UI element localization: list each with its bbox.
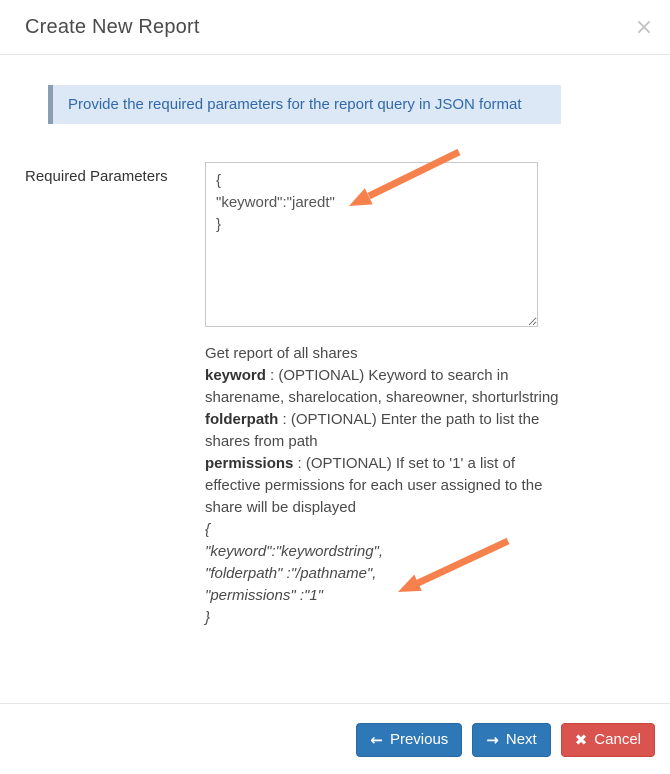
required-parameters-label: Required Parameters xyxy=(25,168,168,185)
x-icon: ✖ xyxy=(574,731,588,749)
parameters-textarea[interactable] xyxy=(205,162,538,327)
next-button-label: Next xyxy=(505,731,537,748)
previous-button[interactable] xyxy=(356,723,462,757)
example-json-line: } xyxy=(205,609,211,626)
cancel-button-label: Cancel xyxy=(594,731,641,748)
help-param-keyword: keyword : (OPTIONAL) Keyword to search in sharename, sharelocation, shareowner, shorturlstring xyxy=(205,367,559,406)
required-parameters-row xyxy=(25,162,645,327)
example-json-line: "keyword":"keywordstring", xyxy=(205,543,384,560)
help-param-permissions: permissions : (OPTIONAL) If set to '1' a list of effective permissions for each user assigned to the share will be displayed xyxy=(205,455,543,516)
help-param-folderpath: folderpath : (OPTIONAL) Enter the path to list the shares from path xyxy=(205,411,540,450)
dialog-body xyxy=(0,55,670,703)
previous-button-label: Previous xyxy=(389,731,449,748)
parameters-help-text xyxy=(205,343,565,629)
info-banner-text: Provide the required parameters for the report query in JSON format xyxy=(68,96,522,113)
close-icon[interactable]: × xyxy=(630,14,658,42)
info-banner xyxy=(48,85,561,124)
dialog-title: Create New Report xyxy=(25,16,200,38)
example-json-line: { xyxy=(205,521,211,538)
cancel-button[interactable] xyxy=(561,723,655,757)
arrow-left-icon: ← xyxy=(370,731,383,749)
example-json-line: "folderpath" :"/pathname", xyxy=(205,565,377,582)
dialog-header xyxy=(0,0,670,55)
next-button[interactable] xyxy=(472,723,550,757)
help-intro: Get report of all shares xyxy=(205,345,358,362)
example-json-line: "permissions" :"1" xyxy=(205,587,324,604)
arrow-right-icon: → xyxy=(486,731,499,749)
dialog-footer xyxy=(0,703,670,774)
